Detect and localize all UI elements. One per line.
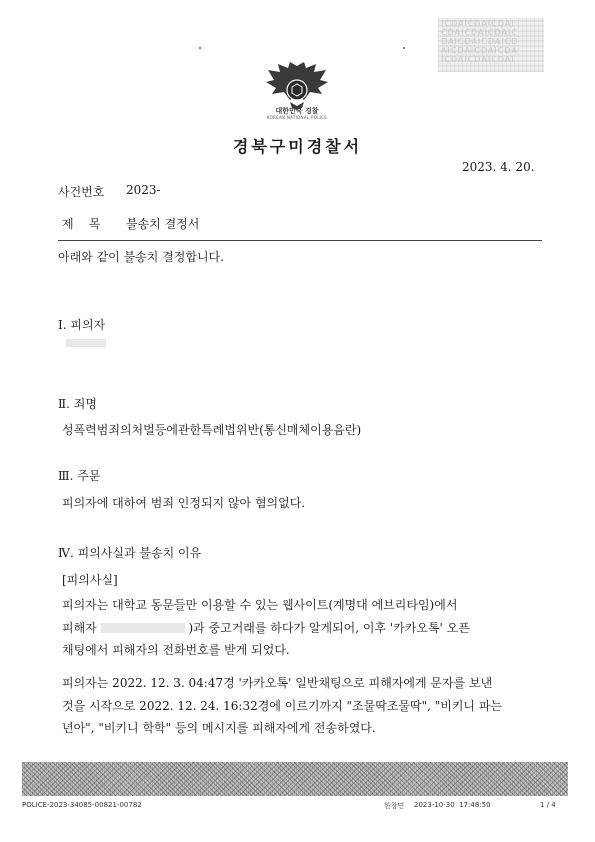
redacted-victim-name (101, 623, 185, 633)
subject-label: 제 목 (62, 217, 101, 231)
charge-text: 성폭력범죄의처벌등에관한특례법위반(통신매체이용음란) (62, 423, 362, 437)
printed-by: 한창민 (384, 802, 405, 810)
section-heading-order: Ⅲ. 주문 (58, 469, 101, 483)
scan-speck (403, 47, 405, 49)
order-text: 피의자에 대하여 범죄 인정되지 않아 혐의없다. (62, 496, 306, 510)
emblem-name-ko: 대한민국 경찰 (275, 107, 319, 115)
facts-paragraph-1 (62, 594, 542, 662)
intro-text: 아래와 같이 불송치 결정합니다. (58, 250, 224, 264)
emblem-name-en: KOREAN NATIONAL POLICE (266, 115, 328, 120)
document-id: POLICE-2023-34085-00821-00782 (22, 801, 142, 809)
scan-noise-band (22, 762, 568, 796)
printed-at: 2023-10-30 17:48:50 (414, 801, 491, 809)
stamp-line: CDAICDAICDAIC (441, 28, 518, 37)
subject-value: 불송치 결정서 (126, 217, 200, 231)
paragraph-line: 피의자는 2022. 12. 3. 04:47경 '카카오톡' 일반채팅으로 피해자에게 문자를 보낸 (62, 676, 493, 690)
stamp-line: AICDAICDAICDA (441, 46, 518, 55)
section-heading-suspect: Ⅰ. 피의자 (58, 318, 106, 332)
header-divider (58, 240, 542, 241)
section-heading-facts: Ⅳ. 피의사실과 불송치 이유 (58, 546, 202, 560)
paragraph-line: 것을 시작으로 2022. 12. 24. 16:32경에 이르기까지 "조물딱조물딱", "비키니 파는 (62, 698, 503, 713)
stamp-line: DAICDAICDAICD (441, 37, 519, 46)
paragraph-line: 년아", "비키니 학학" 등의 메시지를 피해자에게 전송하였다. (62, 721, 376, 735)
police-eagle-emblem-icon (264, 60, 330, 112)
section-heading-charge: Ⅱ. 죄명 (58, 397, 97, 411)
agency-title: 경북구미경찰서 (232, 137, 363, 156)
redacted-suspect-name (66, 339, 106, 347)
line-start: 피해자 (62, 620, 97, 635)
page-number: 1 / 4 (540, 801, 556, 809)
scan-speck (199, 47, 201, 49)
facts-paragraph-2 (62, 672, 542, 740)
paragraph-line: 피의자는 대학교 동문들만 이용할 수 있는 웹사이트(계명대 에브리타임)에서 (62, 598, 458, 612)
line-end: )과 중고거래를 하다가 알게되어, 이후 '카카오톡' 오픈 (188, 620, 470, 635)
facts-subheading: [피의사실] (62, 573, 118, 587)
paragraph-line: 채팅에서 피해자의 전화번호를 받게 되었다. (62, 643, 290, 657)
stamp-line: ICDAICDAICDAI (441, 55, 515, 64)
case-number-label: 사건번호 (58, 185, 105, 199)
paragraph-line (62, 617, 542, 640)
document-date: 2023. 4. 20. (462, 160, 535, 174)
watermark-stamp (438, 18, 544, 72)
stamp-line: ICDAICDAICDAI (441, 19, 515, 28)
case-number-value: 2023- (126, 183, 161, 197)
